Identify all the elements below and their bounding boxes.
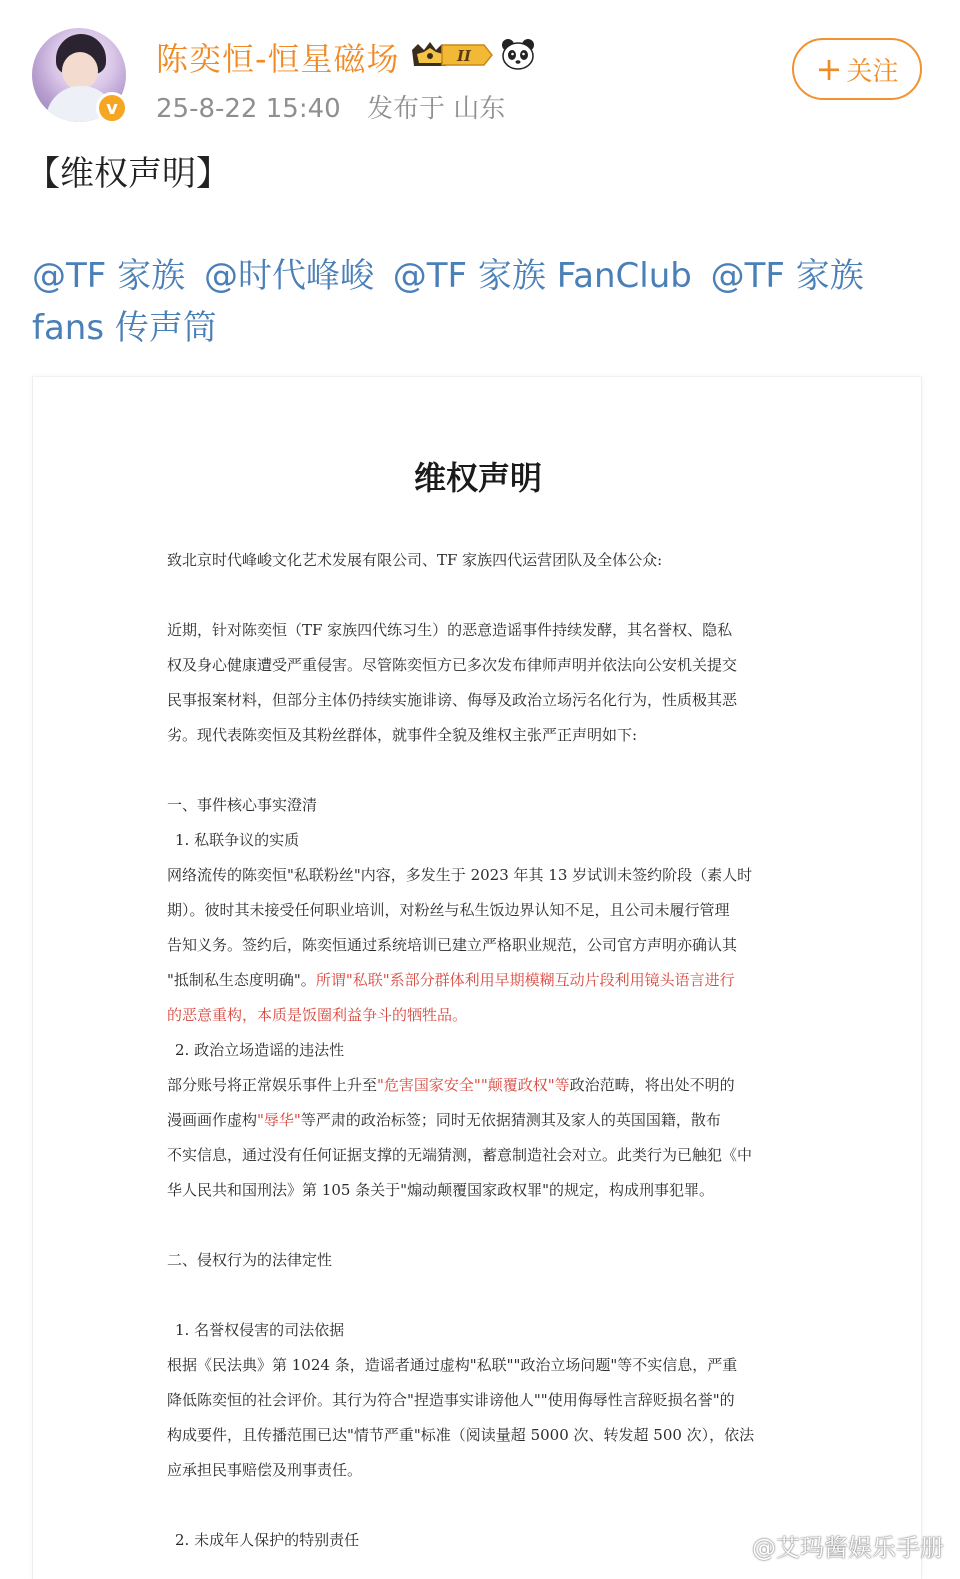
verified-icon: v — [96, 92, 128, 124]
document-body — [167, 543, 792, 1558]
intro-line: 近期，针对陈奕恒（TF 家族四代练习生）的恶意造谣事件持续发酵，其名誉权、隐私 — [167, 621, 733, 639]
body-text: 等严肃的政治标签；同时无依据猜测其及家人的英国国籍，散布 — [300, 1111, 721, 1129]
username[interactable]: 陈奕恒-恒星磁场 — [156, 40, 400, 78]
subsection-heading: 2. 政治立场造谣的违法性 — [175, 1041, 345, 1059]
document-title: 维权声明 — [413, 459, 542, 497]
post-header — [0, 0, 960, 140]
body-line — [167, 1103, 792, 1138]
highlight-line: 的恶意重构，本质是饭圈利益争斗的牺牲品。 — [167, 1006, 468, 1024]
section-heading: 二、侵权行为的法律定性 — [167, 1251, 333, 1269]
document-addressee: 致北京时代峰峻文化艺术发展有限公司、TF 家族四代运营团队及全体公众: — [167, 551, 663, 569]
subsection-heading: 2. 未成年人保护的特别责任 — [175, 1531, 360, 1549]
highlight-text: 所谓"私联"系部分群体利用早期模糊互动片段利用镜头语言进行 — [315, 971, 735, 989]
statement-document-image[interactable] — [32, 376, 922, 1579]
body-text: "抵制私生态度明确"。 — [167, 971, 316, 989]
follow-label: 关注 — [846, 56, 899, 87]
intro-line: 民事报案材料，但部分主体仍持续实施诽谤、侮辱及政治立场污名化行为，性质极其恶 — [167, 691, 738, 709]
intro-line: 权及身心健康遭受严重侵害。尽管陈奕恒方已多次发布律师声明并依法向公安机关提交 — [167, 656, 738, 674]
panda-icon — [500, 38, 536, 70]
highlight-text: "辱华" — [257, 1111, 301, 1129]
mention-tf-family[interactable]: @TF 家族 — [32, 256, 186, 296]
post-location: 发布于 山东 — [366, 94, 506, 124]
body-line: 根据《民法典》第 1024 条，造谣者通过虚构"私联""政治立场问题"等不实信息，严重 — [167, 1356, 738, 1374]
subsection-heading: 1. 私联争议的实质 — [175, 831, 300, 849]
highlight-text: "危害国家安全""颠覆政权"等 — [377, 1076, 570, 1094]
body-line: 期）。彼时其未接受任何职业培训，对粉丝与私生饭边界认知不足，且公司未履行管理 — [167, 901, 730, 919]
plus-icon: + — [815, 50, 843, 88]
post-title: 【维权声明】 — [26, 154, 230, 194]
level-badge-text: II — [456, 47, 472, 65]
body-text: 部分账号将正常娱乐事件上升至 — [167, 1076, 378, 1094]
body-text: 漫画画作虚构 — [167, 1111, 258, 1129]
weibo-logo-icon — [712, 1532, 748, 1560]
avatar[interactable] — [32, 28, 126, 122]
post-timestamp: 25-8-22 15:40 — [156, 94, 341, 124]
mentions — [32, 250, 922, 354]
body-line: 网络流传的陈奕恒"私联粉丝"内容，多发生于 2023 年其 13 岁试训未签约阶段（素人时 — [167, 866, 753, 884]
body-line: 告知义务。签约后，陈奕恒通过系统培训已建立严格职业规范，公司官方声明亦确认其 — [167, 936, 738, 954]
mention-tf-fans-broadcast[interactable]: @TF 家族 fans 传声筒 — [32, 256, 864, 348]
body-line: 不实信息，通过没有任何证据支撑的无端猜测，蓄意制造社会对立。此类行为已触犯《中 — [167, 1146, 753, 1164]
body-line — [167, 1068, 792, 1103]
body-line: 降低陈奕恒的社会评价。其行为符合"捏造事实诽谤他人""使用侮辱性言辞贬损名誉"的 — [167, 1391, 735, 1409]
mention-shidai-fengjun[interactable]: @时代峰峻 — [203, 256, 374, 296]
body-line — [167, 963, 792, 998]
body-text: 政治范畴，将出处不明的 — [569, 1076, 735, 1094]
level-badge-icon — [410, 40, 494, 70]
subsection-heading: 1. 名誉权侵害的司法依据 — [175, 1321, 345, 1339]
mention-tf-fanclub[interactable]: @TF 家族 FanClub — [392, 256, 692, 296]
section-heading: 一、事件核心事实澄清 — [167, 796, 318, 814]
body-line: 应承担民事赔偿及刑事责任。 — [167, 1461, 363, 1479]
follow-button[interactable] — [792, 38, 922, 100]
post-meta — [156, 88, 505, 125]
watermark-text: @艾玛酱娱乐手册 — [752, 1534, 944, 1562]
intro-line: 劣。现代表陈奕恒及其粉丝群体，就事件全貌及维权主张严正声明如下: — [167, 726, 638, 744]
body-line: 构成要件，且传播范围已达"情节严重"标准（阅读量超 5000 次、转发超 500 次），依法 — [167, 1426, 755, 1444]
body-line: 华人民共和国刑法》第 105 条关于"煽动颠覆国家政权罪"的规定，构成刑事犯罪。 — [167, 1181, 714, 1199]
watermark — [712, 1528, 944, 1563]
